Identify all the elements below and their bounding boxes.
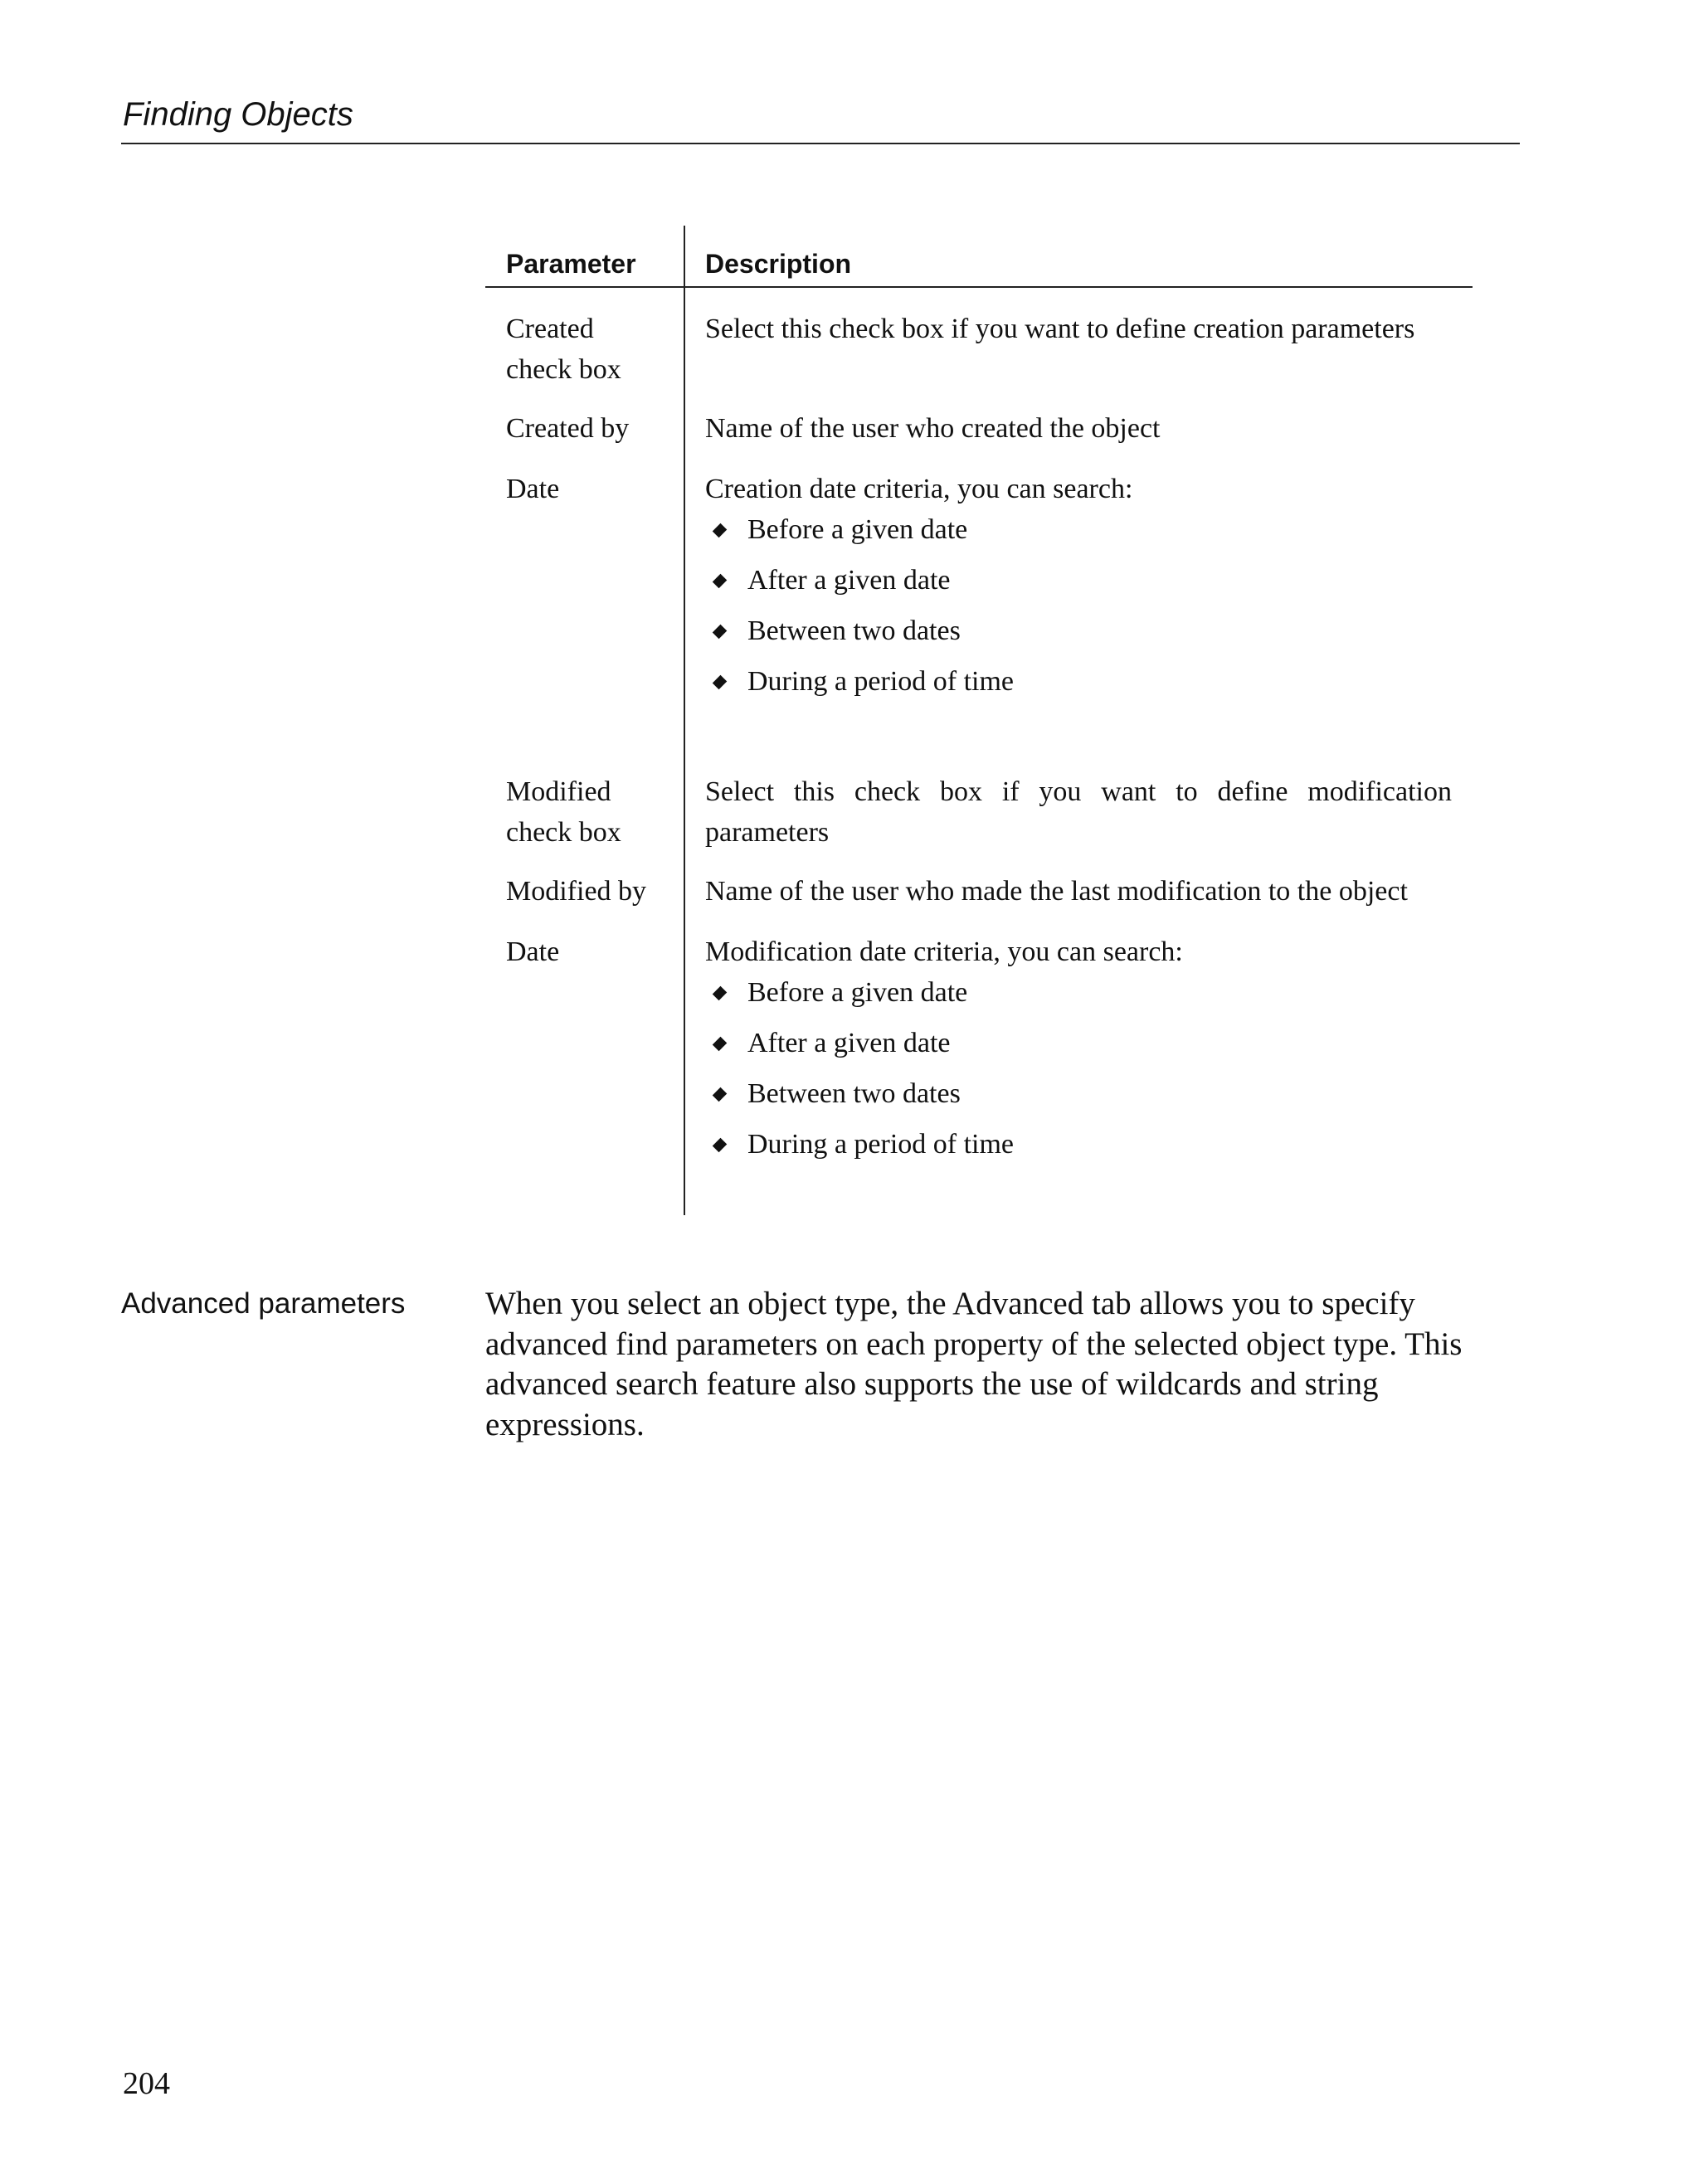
description-cell: Select this check box if you want to define modification parameters	[705, 776, 1452, 848]
table-row	[485, 469, 1473, 784]
list-item	[705, 610, 1452, 651]
list-item-text: After a given date	[747, 1028, 951, 1058]
diamond-bullet-icon	[713, 1037, 728, 1052]
description-cell: Select this check box if you want to define creation parameters	[705, 314, 1415, 344]
header-rule	[121, 143, 1520, 144]
list-item	[705, 1073, 1452, 1114]
diamond-bullet-icon	[713, 986, 728, 1001]
table-header-row	[485, 226, 1473, 288]
parameter-cell: Modified by	[506, 876, 647, 907]
list-item	[705, 661, 1452, 702]
parameter-cell: Date	[506, 936, 560, 967]
list-item-text: During a period of time	[747, 1129, 1015, 1160]
parameter-table	[485, 226, 1473, 1160]
parameter-cell: Date	[506, 474, 560, 504]
parameter-cell: Created check box	[506, 314, 621, 385]
table-row	[485, 931, 1473, 1214]
table-row	[485, 408, 1473, 469]
list-item-text: Before a given date	[747, 977, 968, 1008]
page-number: 204	[123, 2066, 170, 2101]
list-item	[705, 1023, 1452, 1063]
list-item-text: Between two dates	[747, 615, 961, 646]
list-item	[705, 509, 1452, 550]
table-header-description: Description	[705, 249, 852, 279]
description-cell	[705, 469, 1452, 712]
diamond-bullet-icon	[713, 1138, 728, 1153]
parameter-cell: Modified check box	[506, 776, 621, 848]
description-text: Modification date criteria, you can search:	[705, 936, 1183, 967]
bullet-list	[705, 972, 1452, 1165]
diamond-bullet-icon	[713, 625, 728, 640]
table-row	[485, 771, 1473, 871]
running-head-title: Finding Objects	[123, 96, 353, 133]
list-item	[705, 972, 1452, 1013]
table-row	[485, 871, 1473, 931]
list-item-text: After a given date	[747, 565, 951, 596]
diamond-bullet-icon	[713, 1087, 728, 1102]
diamond-bullet-icon	[713, 574, 728, 589]
table-header-parameter: Parameter	[506, 249, 636, 279]
list-item	[705, 1124, 1452, 1165]
description-cell	[705, 931, 1452, 1175]
list-item-text: During a period of time	[747, 666, 1015, 697]
body-paragraph: When you select an object type, the Advanced tab allows you to specify advanced find parameters on each property of the selected object type. This advanced search feature also supports the use of wildcards and string expressions.	[485, 1286, 1463, 1442]
bullet-list	[705, 509, 1452, 702]
diamond-bullet-icon	[713, 523, 728, 538]
list-item-text: Before a given date	[747, 514, 968, 545]
list-item-text: Between two dates	[747, 1078, 961, 1109]
diamond-bullet-icon	[713, 675, 728, 690]
description-text: Creation date criteria, you can search:	[705, 474, 1133, 504]
list-item	[705, 560, 1452, 601]
parameter-cell: Created by	[506, 413, 630, 444]
description-cell: Name of the user who made the last modification to the object	[705, 876, 1408, 907]
description-cell: Name of the user who created the object	[705, 413, 1161, 444]
table-row	[485, 309, 1473, 408]
side-heading: Advanced parameters	[121, 1287, 406, 1320]
